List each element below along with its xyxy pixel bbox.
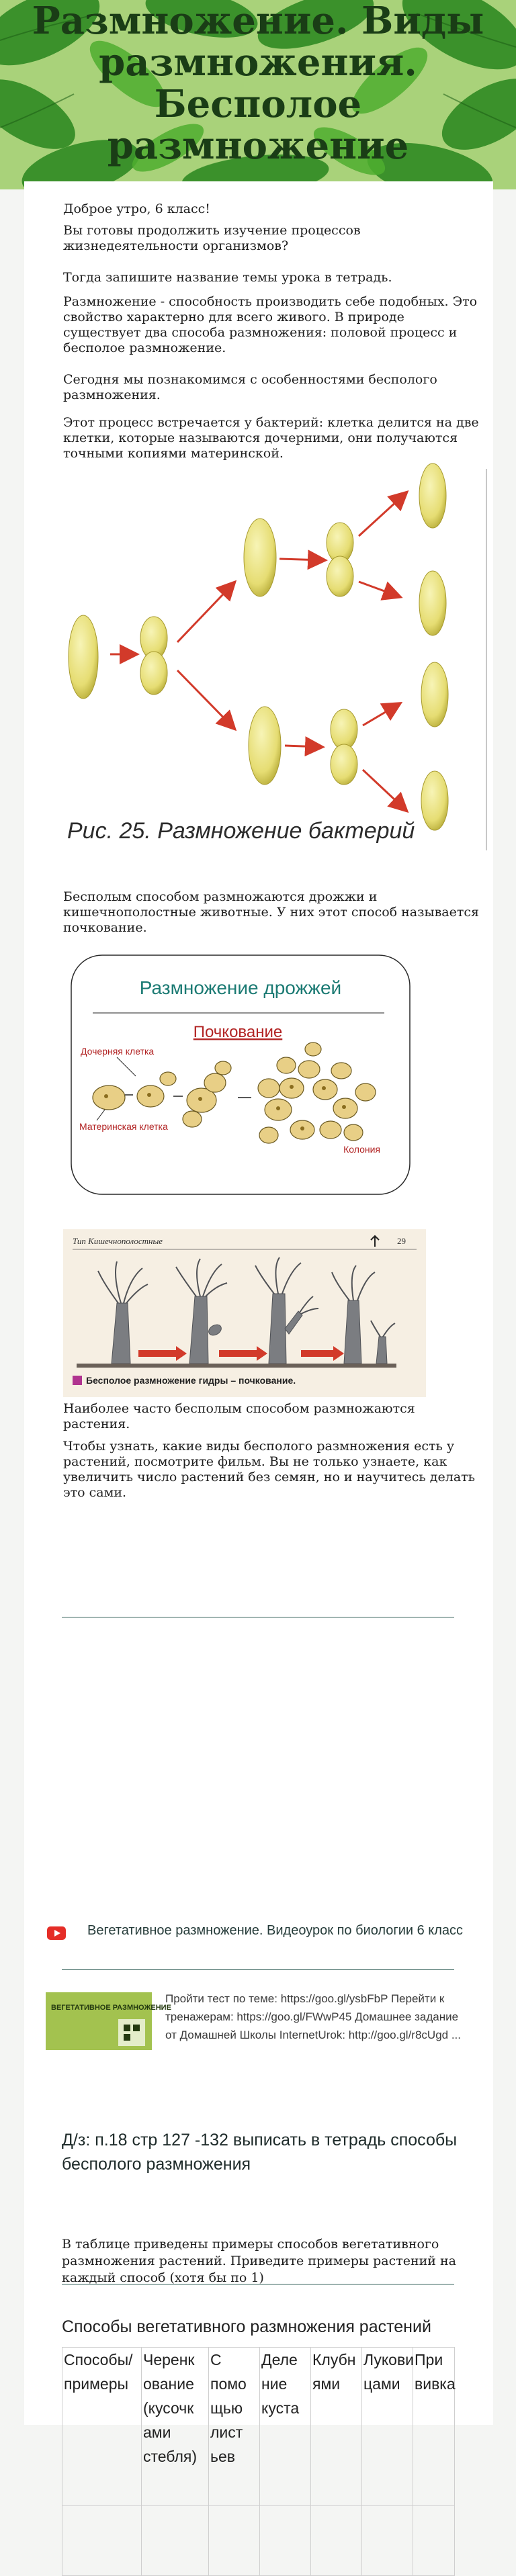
table-cell[interactable] — [311, 2506, 362, 2576]
table-cell[interactable] — [62, 2506, 142, 2576]
table-title: Способы вегетативного размножения растений — [62, 2317, 431, 2336]
video-description: Пройти тест по теме: https://goo.gl/ysbFbP Перейти к тренажерам: https://goo.gl/FWwP45 Домашнее задание от Домашней Школы InternetUrok: http://goo.gl/r8cUgd ... — [165, 1992, 461, 2041]
bacteria-caption: Рис. 25. Размножение бактерий — [67, 818, 415, 844]
bacterium-mother — [69, 615, 98, 699]
table-cell[interactable] — [260, 2506, 311, 2576]
table-cell[interactable] — [209, 2506, 260, 2576]
bacteria-division-figure — [63, 469, 493, 850]
table-cell[interactable] — [413, 2506, 455, 2576]
yeast-mother-label: Материнская клетка — [79, 1121, 168, 1132]
bacterium-final-2 — [419, 571, 446, 635]
bacteria-text: Этот процесс встречается у бактерий: клетка делится на две клетки, которые называются дочерними, они получаются точными копиями материнской. — [63, 415, 479, 461]
yeast-daughter-label: Дочерняя клетка — [81, 1046, 155, 1057]
thumbnail-text: ВЕГЕТАТИВНОЕ РАЗМНОЖЕНИЕ — [51, 2004, 171, 2012]
table-row — [62, 2506, 455, 2576]
bacterium-daughter-top — [244, 519, 276, 596]
hydra-budding-figure — [63, 1229, 426, 1397]
bacterium-daughter-bottom — [249, 707, 281, 785]
table-header-row — [62, 2348, 455, 2506]
intro-instruction: Тогда запишите название темы урока в тетрадь. — [63, 270, 392, 285]
reproduction-definition: Размножение - способность производить себе подобных. Это свойство характерно для всего живого. В природе существует два способа размножения: половой процесс и бесполое размножение. — [63, 294, 478, 355]
table-cell[interactable] — [142, 2506, 209, 2576]
budding-text: Бесполым способом размножаются дрожжи и кишечнополостные животные. У них этот способ называется почкование. — [63, 889, 480, 935]
col-grafting: При вивка — [413, 2348, 455, 2506]
bacterium-final-3 — [421, 662, 448, 727]
vegetative-propagation-table — [62, 2347, 455, 2576]
youtube-icon[interactable] — [47, 1926, 66, 1940]
hydra-header-left: Тип Кишечнополостные — [73, 1236, 163, 1246]
col-tubers: Клубн ями — [311, 2348, 362, 2506]
intro-question: Вы готовы продолжить изучение процессов жизнедеятельности организмов? — [63, 223, 361, 253]
yeast-colony-label: Колония — [343, 1144, 380, 1155]
hydra-caption: Бесполое размножение гидры – почкование. — [86, 1375, 296, 1386]
yeast-budding-figure — [70, 954, 411, 1196]
col-leaves: С помо щью лист ьев — [209, 2348, 260, 2506]
yeast-title: Размножение дрожжей — [139, 977, 342, 998]
today-topic: Сегодня мы познакомимся с особенностями бесполого размножения. — [63, 372, 437, 402]
yeast-subtitle: Почкование — [193, 1023, 283, 1041]
video-link[interactable]: Вегетативное размножение. Видеоурок по биологии 6 класс — [87, 1923, 464, 1938]
col-bush-division: Деле ние куста — [260, 2348, 311, 2506]
bacterium-final-4 — [421, 771, 448, 830]
hydra-page-number: 29 — [397, 1236, 406, 1246]
video-divider — [62, 1969, 454, 1970]
bacterium-final-1 — [419, 463, 446, 528]
homework-text: Д/з: п.18 стр 127 -132 выписать в тетрадь способы бесполого размножения — [62, 2131, 458, 2174]
greeting-text: Доброе утро, 6 класс! — [63, 202, 210, 216]
table-cell[interactable] — [362, 2506, 413, 2576]
col-methods-examples: Способы/ примеры — [62, 2348, 142, 2506]
page-title: Размножение. Виды размножения. Бесполое размножение — [32, 0, 484, 168]
table-intro-text: В таблице приведены примеры способов вегетативного размножения растений. Приведите примеры растений на каждый способ (хотя бы по 1) — [62, 2237, 457, 2285]
video-thumbnail[interactable] — [46, 1992, 171, 2050]
hero-banner — [0, 0, 516, 189]
plants-text-2: Чтобы узнать, какие виды бесполого размножения есть у растений, посмотрите фильм. Вы не только узнаете, как увеличить число растений без семян, но и научитесь делать это сами. — [63, 1439, 476, 1500]
col-cuttings: Черенк ование (кусочк ами стебля) — [142, 2348, 209, 2506]
content-card — [24, 181, 493, 2465]
col-bulbs: Лукови цами — [362, 2348, 413, 2506]
plants-text-1: Наиболее часто бесполым способом размножаются растения. — [63, 1401, 415, 1431]
